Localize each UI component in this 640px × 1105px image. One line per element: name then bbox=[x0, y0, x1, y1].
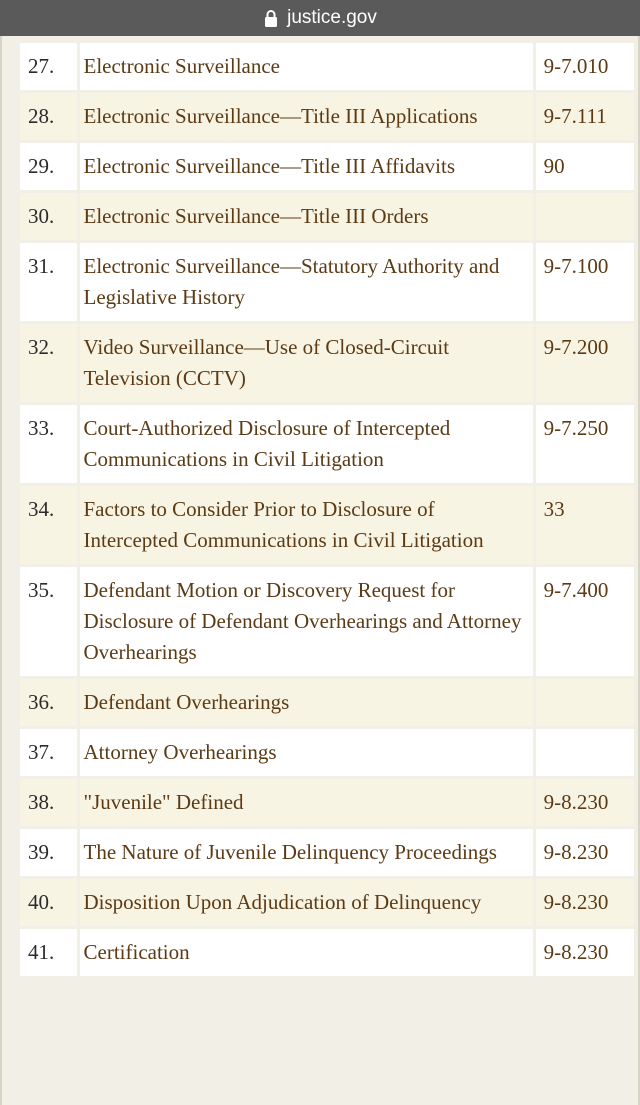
table-row bbox=[20, 929, 634, 976]
table-row bbox=[20, 679, 634, 726]
table-row bbox=[20, 486, 634, 564]
row-number: 39. bbox=[20, 829, 77, 876]
row-reference bbox=[536, 729, 634, 776]
row-number: 34. bbox=[20, 486, 77, 564]
row-number: 41. bbox=[20, 929, 77, 976]
table-row bbox=[20, 93, 634, 140]
row-reference[interactable]: 9-7.111 bbox=[536, 93, 634, 140]
row-reference[interactable]: 9-8.230 bbox=[536, 779, 634, 826]
row-reference[interactable]: 9-8.230 bbox=[536, 879, 634, 926]
row-title-link[interactable]: Disposition Upon Adjudication of Delinquency bbox=[80, 879, 533, 926]
table-row bbox=[20, 879, 634, 926]
row-reference[interactable]: 9-7.250 bbox=[536, 405, 634, 483]
table-row bbox=[20, 779, 634, 826]
row-title-link[interactable]: Defendant Motion or Discovery Request for Disclosure of Defendant Overhearings and Attorney Overhearings bbox=[80, 567, 533, 676]
row-number: 37. bbox=[20, 729, 77, 776]
row-title-link[interactable]: The Nature of Juvenile Delinquency Proceedings bbox=[80, 829, 533, 876]
table-row bbox=[20, 43, 634, 90]
page-content bbox=[0, 36, 640, 1105]
row-reference bbox=[536, 679, 634, 726]
row-title-link[interactable]: Electronic Surveillance bbox=[80, 43, 533, 90]
row-reference[interactable]: 9-7.100 bbox=[536, 243, 634, 321]
row-reference[interactable]: 9-8.230 bbox=[536, 929, 634, 976]
row-title-link[interactable]: Certification bbox=[80, 929, 533, 976]
row-number: 29. bbox=[20, 143, 77, 190]
toc-table bbox=[17, 40, 637, 979]
table-row bbox=[20, 243, 634, 321]
row-title-link[interactable]: Attorney Overhearings bbox=[80, 729, 533, 776]
address-bar[interactable] bbox=[0, 0, 640, 36]
table-row bbox=[20, 567, 634, 676]
row-number: 33. bbox=[20, 405, 77, 483]
row-title-link[interactable]: "Juvenile" Defined bbox=[80, 779, 533, 826]
row-number: 38. bbox=[20, 779, 77, 826]
row-number: 32. bbox=[20, 324, 77, 402]
row-title-link[interactable]: Electronic Surveillance—Title III Orders bbox=[80, 193, 533, 240]
row-title-link[interactable]: Electronic Surveillance—Title III Applications bbox=[80, 93, 533, 140]
row-title-link[interactable]: Electronic Surveillance—Statutory Authority and Legislative History bbox=[80, 243, 533, 321]
lock-icon bbox=[263, 9, 279, 27]
row-title-link[interactable]: Video Surveillance—Use of Closed-Circuit Television (CCTV) bbox=[80, 324, 533, 402]
table-row bbox=[20, 829, 634, 876]
row-title-link[interactable]: Defendant Overhearings bbox=[80, 679, 533, 726]
row-title-link[interactable]: Court-Authorized Disclosure of Intercepted Communications in Civil Litigation bbox=[80, 405, 533, 483]
row-reference[interactable]: 9-8.230 bbox=[536, 829, 634, 876]
row-reference[interactable]: 9-7.010 bbox=[536, 43, 634, 90]
row-number: 35. bbox=[20, 567, 77, 676]
row-number: 28. bbox=[20, 93, 77, 140]
table-row bbox=[20, 193, 634, 240]
table-row bbox=[20, 143, 634, 190]
row-number: 36. bbox=[20, 679, 77, 726]
row-title-link[interactable]: Factors to Consider Prior to Disclosure of Intercepted Communications in Civil Litigation bbox=[80, 486, 533, 564]
row-reference[interactable]: 9-7.200 bbox=[536, 324, 634, 402]
row-reference[interactable]: 9-7.400 bbox=[536, 567, 634, 676]
table-row bbox=[20, 324, 634, 402]
row-number: 30. bbox=[20, 193, 77, 240]
row-reference[interactable]: 90 bbox=[536, 143, 634, 190]
table-row bbox=[20, 729, 634, 776]
table-row bbox=[20, 405, 634, 483]
row-title-link[interactable]: Electronic Surveillance—Title III Affidavits bbox=[80, 143, 533, 190]
row-reference bbox=[536, 193, 634, 240]
row-number: 40. bbox=[20, 879, 77, 926]
row-reference[interactable]: 33 bbox=[536, 486, 634, 564]
url-text: justice.gov bbox=[287, 7, 377, 28]
row-number: 27. bbox=[20, 43, 77, 90]
row-number: 31. bbox=[20, 243, 77, 321]
